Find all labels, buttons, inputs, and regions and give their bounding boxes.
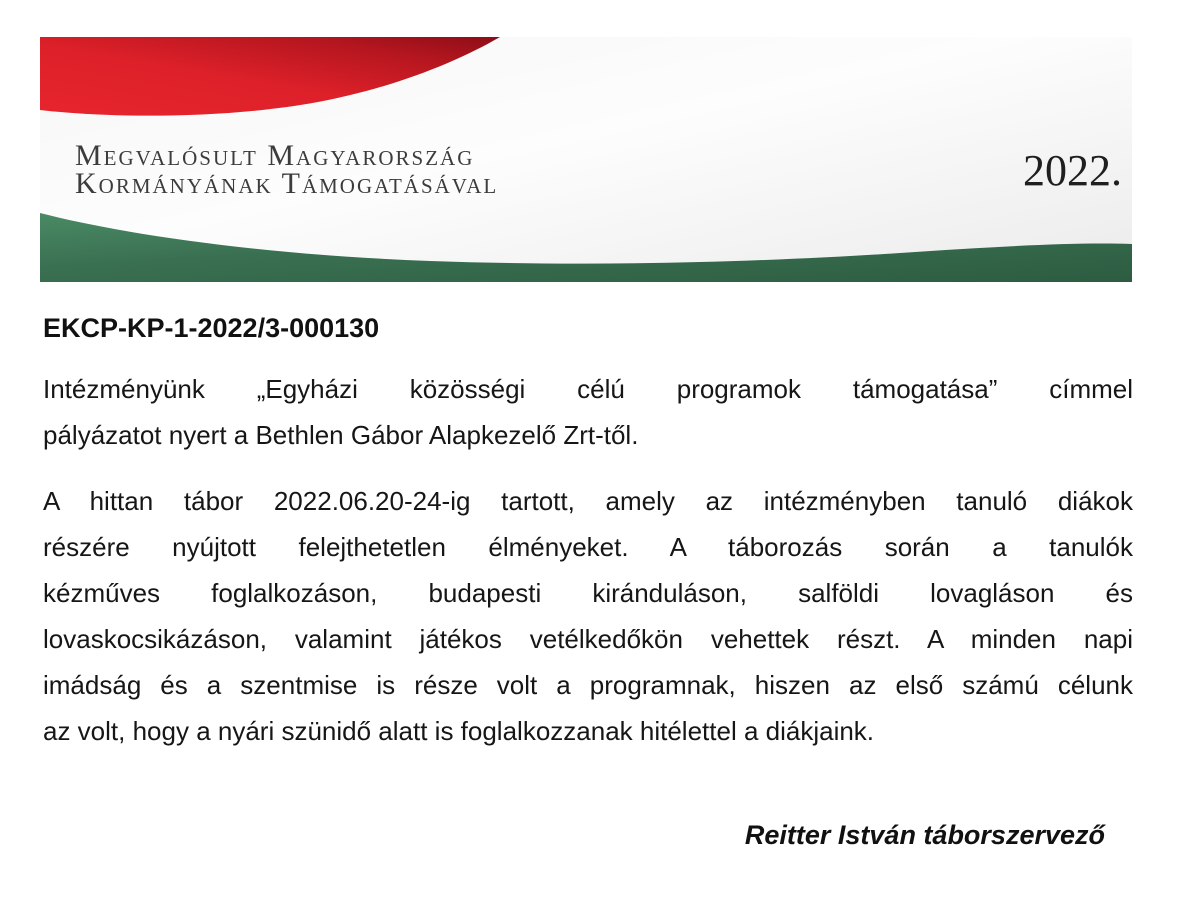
text-line: kézműves foglalkozáson, budapesti kiránduláson, salföldi lovagláson és — [43, 578, 1133, 608]
signature: Reitter István táborszervező — [744, 820, 1105, 850]
text-line: lovaskocsikázáson, valamint játékos vetélkedőkön vehettek részt. A minden napi — [43, 624, 1133, 654]
text-line: pályázatot nyert a Bethlen Gábor Alapkezelő Zrt-től. — [43, 420, 639, 450]
paragraph-1 — [43, 366, 1133, 458]
year-label: 2022. — [1023, 146, 1122, 195]
text-line: imádság és a szentmise is része volt a programnak, hiszen az első számú célunk — [43, 670, 1133, 700]
text-line: az volt, hogy a nyári szünidő alatt is foglalkozzanak hitélettel a diákjaink. — [43, 716, 875, 746]
brand-line-2: Kormányának Támogatásával — [75, 167, 499, 200]
project-code-heading: EKCP-KP-1-2022/3-000130 — [43, 313, 380, 343]
document-body — [43, 282, 1133, 851]
brand-text — [75, 139, 499, 200]
text-line: A hittan tábor 2022.06.20-24-ig tartott, amely az intézményben tanuló diákok — [43, 486, 1133, 516]
government-support-banner — [40, 37, 1132, 282]
text-line: Intézményünk „Egyházi közösségi célú programok támogatása” címmel — [43, 374, 1133, 404]
paragraph-2 — [43, 478, 1133, 754]
brand-line-1: Megvalósult Magyarország — [75, 139, 475, 172]
text-line: részére nyújtott felejthetetlen élményeket. A táborozás során a tanulók — [43, 532, 1133, 562]
